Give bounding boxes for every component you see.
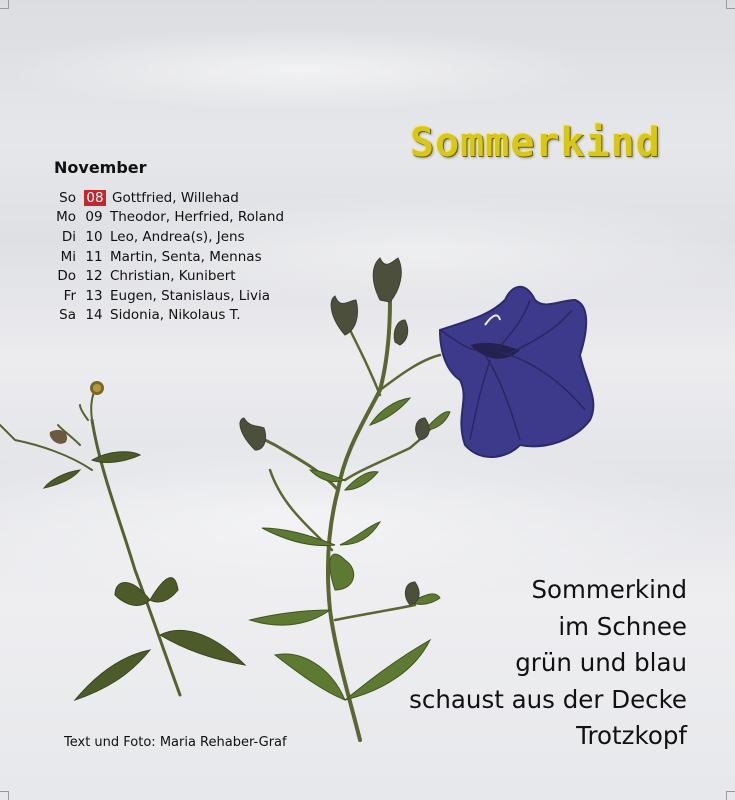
date: 10 — [85, 228, 103, 245]
calendar-list — [50, 188, 284, 325]
page-title: Sommerkind — [410, 120, 661, 166]
calendar-row — [50, 286, 284, 306]
weekday: Do — [57, 268, 76, 285]
poem-line: schaust aus der Decke — [409, 684, 687, 714]
calendar-row — [50, 247, 284, 267]
petunia-flower-icon — [440, 287, 593, 457]
calendar-row — [50, 188, 284, 208]
left-plant-leaves — [44, 452, 245, 700]
name-days: Gottfried, Willehad — [112, 189, 239, 206]
calendar-row — [50, 227, 284, 247]
left-plant — [0, 388, 180, 695]
calendar-row — [50, 266, 284, 286]
poem-line: Trotzkopf — [576, 721, 687, 750]
poem-line: grün und blau — [515, 648, 687, 677]
weekday: Fr — [63, 287, 76, 304]
poem-line: Sommerkind — [531, 575, 687, 604]
calendar-row — [50, 306, 284, 326]
weekday: Mi — [60, 248, 76, 265]
date-highlight: 08 — [84, 190, 106, 206]
poem — [409, 572, 687, 755]
date: 13 — [85, 287, 103, 304]
date: 14 — [85, 307, 103, 324]
date: 11 — [85, 248, 103, 265]
date: 09 — [85, 209, 103, 226]
weekday: Mo — [56, 209, 76, 226]
calendar-row — [50, 208, 284, 228]
calendar-month: November — [54, 158, 147, 177]
poem-line: im Schnee — [558, 611, 687, 641]
name-days: Martin, Senta, Mennas — [110, 248, 262, 265]
weekday: So — [59, 189, 76, 206]
name-days: Theodor, Herfried, Roland — [110, 209, 285, 226]
name-days: Leo, Andrea(s), Jens — [110, 228, 245, 245]
name-days: Christian, Kunibert — [110, 268, 236, 285]
name-days: Sidonia, Nikolaus T. — [110, 307, 241, 324]
weekday: Di — [61, 228, 76, 245]
date: 12 — [85, 268, 103, 285]
weekday: Sa — [59, 307, 76, 324]
name-days: Eugen, Stanislaus, Livia — [110, 287, 271, 304]
photo-credit: Text und Foto: Maria Rehaber-Graf — [64, 735, 287, 750]
